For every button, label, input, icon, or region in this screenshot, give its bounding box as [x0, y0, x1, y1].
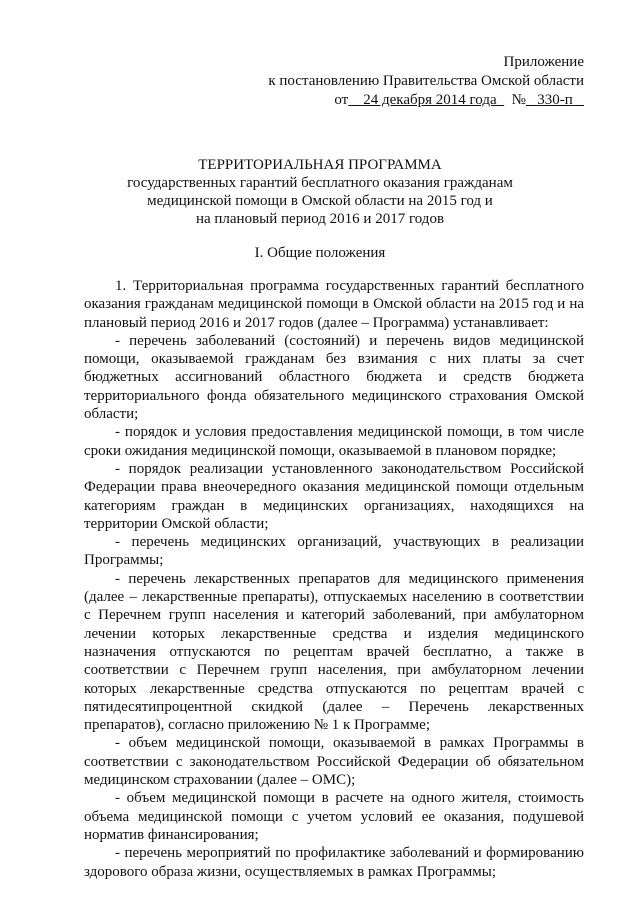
appendix-header — [268, 53, 584, 110]
document-body — [84, 277, 584, 881]
paragraph: - перечень мероприятий по профилактике заболеваний и формированию здорового образа жизни, осуществляемых в рамках Программы; — [84, 845, 584, 880]
title-line-3: медицинской помощи в Омской области на 2015 год и — [147, 193, 493, 209]
paragraph: - объем медицинской помощи в расчете на одного жителя, стоимость объема медицинской помощи с учетом условий ее оказания, подушевой норматив финансирования; — [84, 790, 584, 843]
paragraph: - перечень заболеваний (состояний) и перечень видов медицинской помощи, оказываемой гражданам без взимания с них платы за счет бюджетных ассигнований областного бюджета и средств бюджета территориального фонда обязательного медицинского страхования Омской области; — [84, 332, 584, 423]
paragraph: - порядок реализации установленного законодательством Российской Федерации права внеочередного оказания медицинской помощи отдельным категориям граждан в медицинских организациях, находящихся на территории Омской области; — [84, 460, 584, 532]
section-heading: I. Общие положения — [254, 245, 386, 261]
appendix-label: Приложение — [503, 54, 584, 70]
paragraph: - перечень медицинских организаций, участвующих в реализации Программы; — [84, 534, 584, 569]
paragraph: - порядок и условия предоставления медицинской помощи, в том числе сроки ожидания медицинской помощи, оказываемой в плановом порядке; — [84, 424, 584, 459]
paragraph: - объем медицинской помощи, оказываемой в рамках Программы в соответствии с законодательством Российской Федерации об обязательном медицинском страховании (далее – ОМС); — [84, 735, 584, 789]
date-value: 24 декабря 2014 года — [363, 92, 497, 108]
title-line-1: ТЕРРИТОРИАЛЬНАЯ ПРОГРАММА — [198, 157, 442, 173]
appendix-date-line — [268, 91, 584, 110]
number-prefix: № — [511, 92, 526, 108]
title-line-4: на плановый период 2016 и 2017 годов — [195, 211, 445, 227]
number-value: 330-п — [537, 92, 573, 108]
title-line-2: государственных гарантий бесплатного оказания гражданам — [127, 175, 513, 191]
paragraph: - перечень лекарственных препаратов для медицинского применения (далее – лекарственные препараты), отпускаемых населению в соответствии с Перечнем групп населения и категорий заболеваний, при амбулаторном лечении которых лекарственные средства и изделия медицинского назначения отпускаются по рецептам врачей бесплатно, а также в соответствии с Перечнем групп населения, при амбулаторном лечении которых лекарственные средства отпускаются по рецептам врачей с пятидесятипроцентной скидкой (далее – Перечень лекарственных препаратов), согласно приложению № 1 к Программе; — [84, 570, 584, 734]
paragraph: 1. Территориальная программа государственных гарантий бесплатного оказания гражданам медицинской помощи в Омской области на 2015 год и на плановый период 2016 и 2017 годов (далее – Программа) устанавливает: — [84, 278, 584, 331]
program-title — [60, 156, 580, 228]
date-prefix: от — [334, 92, 349, 108]
appendix-resolution: к постановлению Правительства Омской области — [268, 73, 584, 89]
